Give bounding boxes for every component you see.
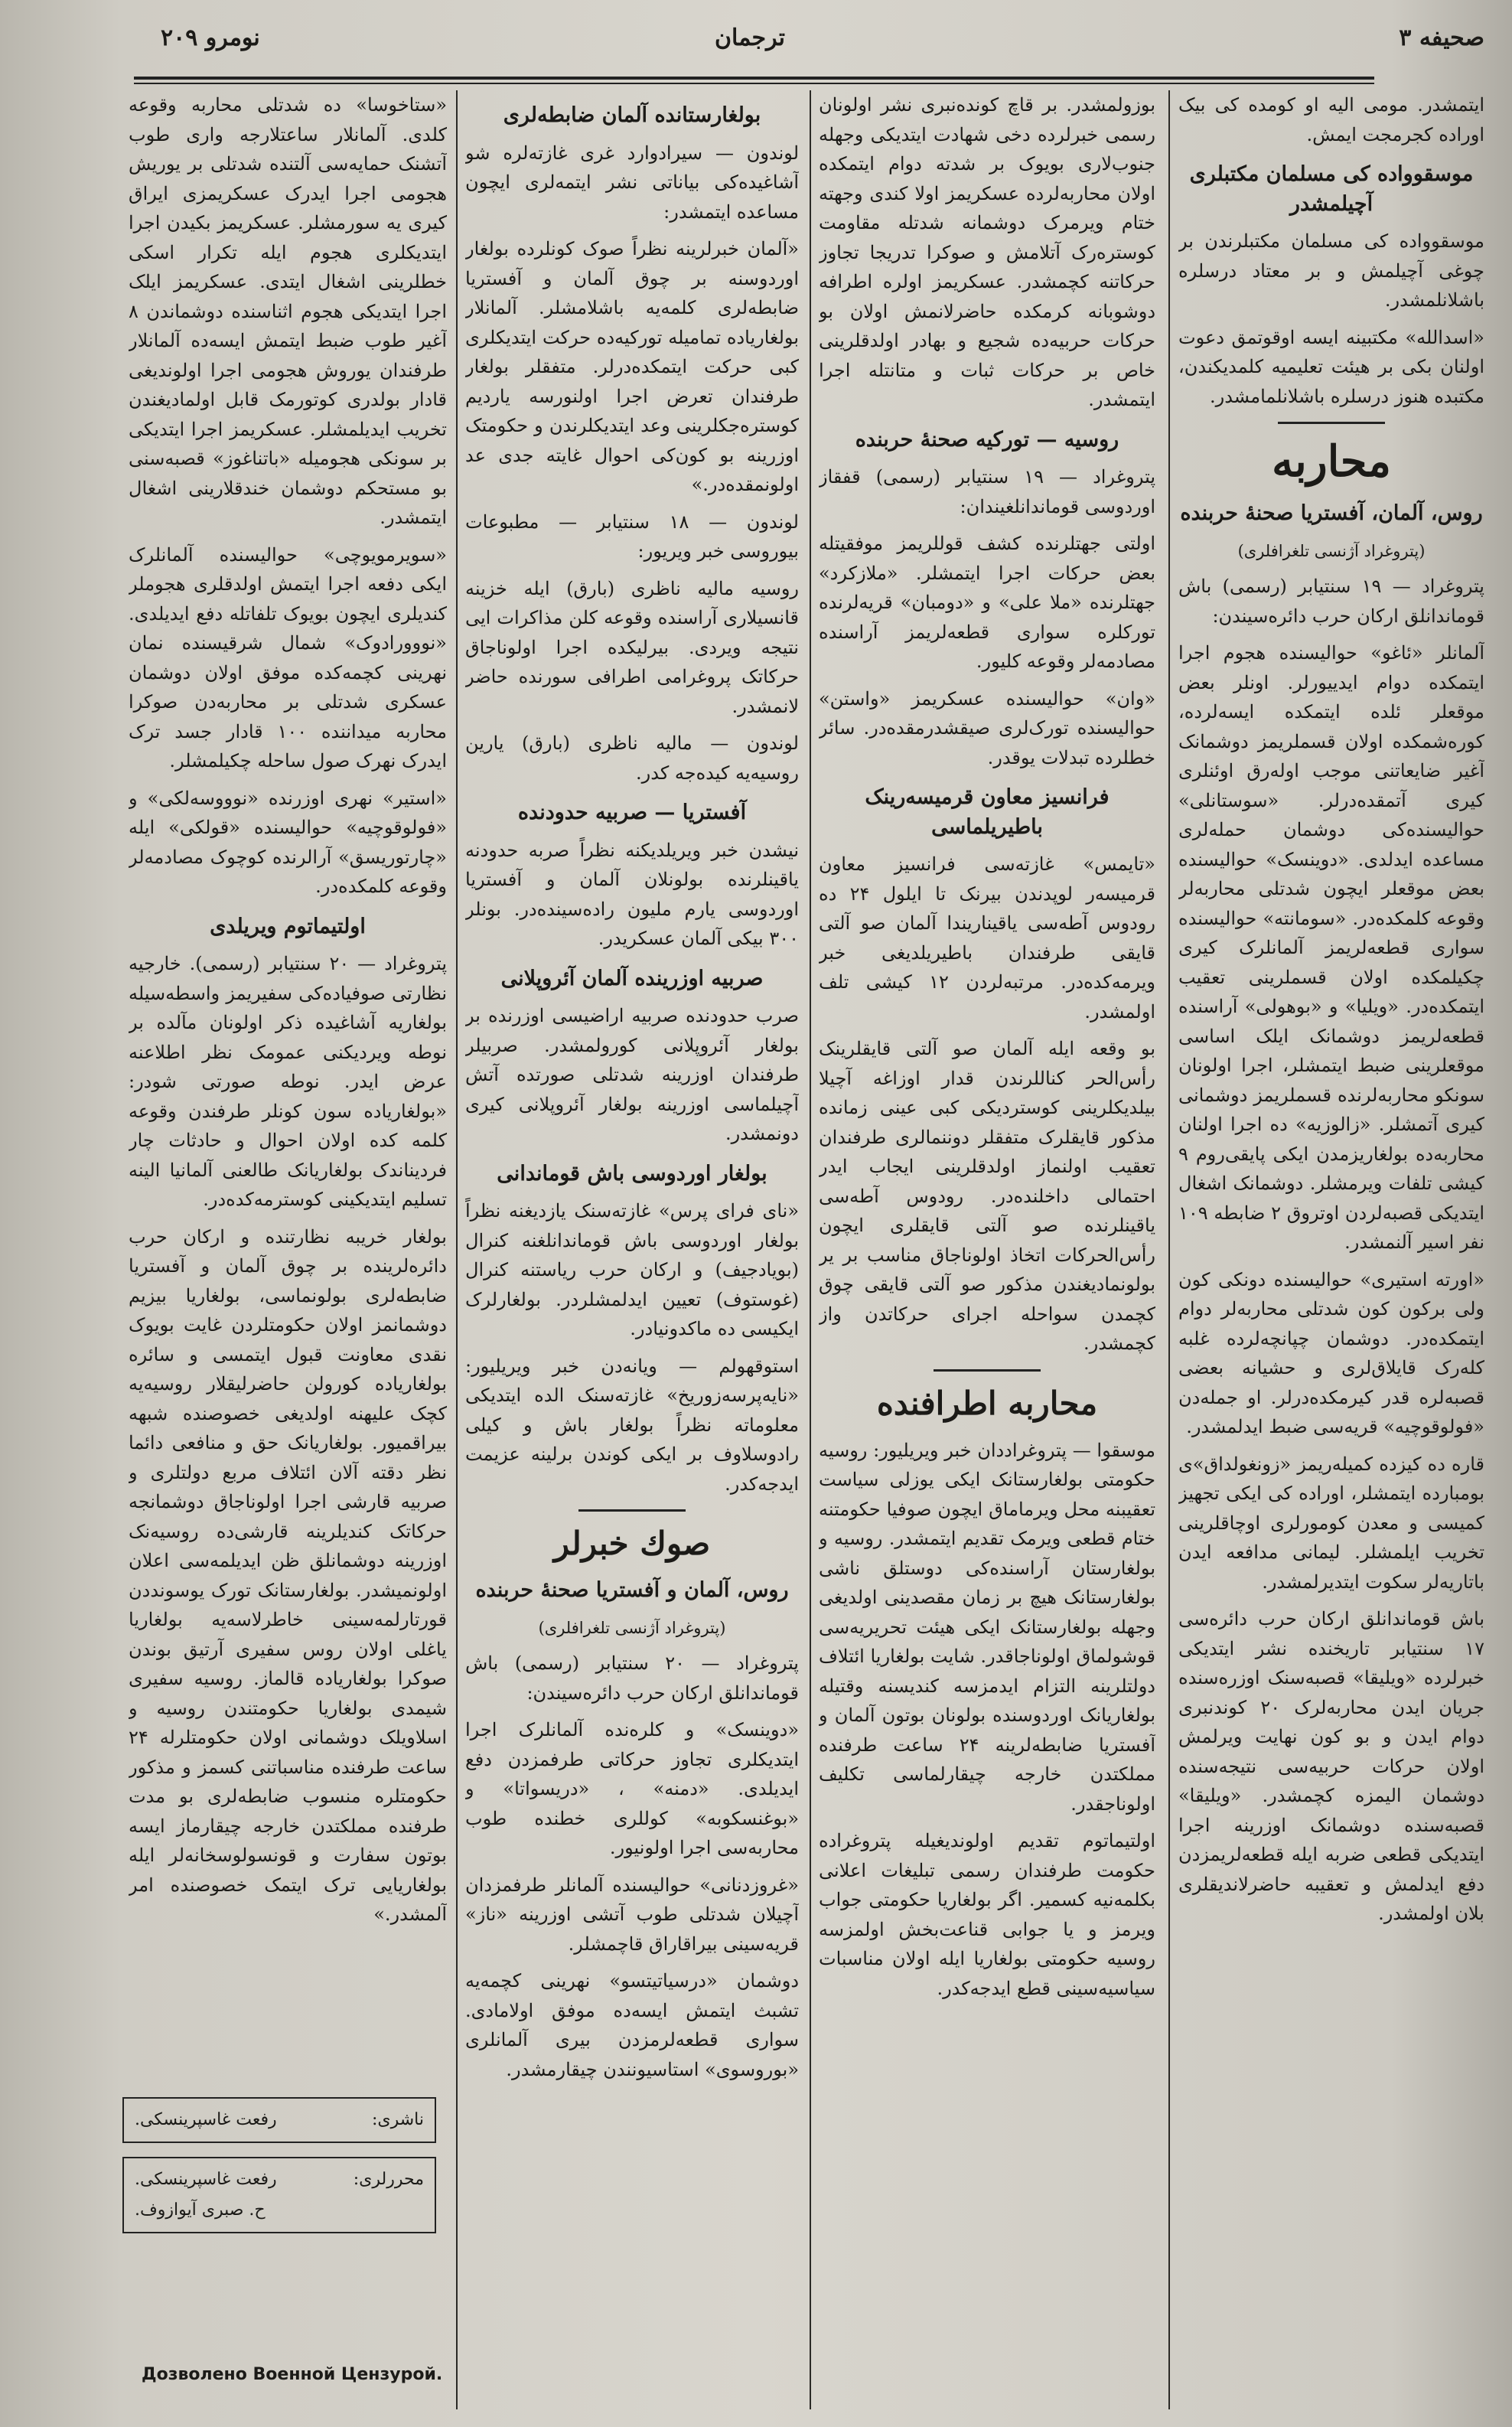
paragraph: «اورته استیری» حوالیسنده دونکی کون ولی برکون کون شدتلی محاربه‌لر دوام ایتمکده‌در. دوشمان چپانچه‌لرده غلبه کله‌رک قایلاق‌لری و حشیانه بعضی قصبه‌لره قدر کیرمکده‌درلر. او جمله‌دن «فولوقوچیه» قریه‌سی ضبط ایدلمشدر.	[1178, 1268, 1484, 1437]
column-3	[465, 90, 799, 2402]
paragraph: روسیه مالیه ناظری (بارق) ایله خزینه قانسیلاری آراسنده وقوعه کلن مذاکرات ایی نتیجه ویردی. بیرلیکده اجرا اولوناجاق حرکاتک پروغرامی اطرافی سورنده حاضر لانمشدر.	[465, 577, 799, 717]
paragraph: «دوینسک» و کلره‌نده آلمانلرک اجرا ایتدیکلری تجاوز حرکاتی طرفمزدن دفع ایدیلدی. «دمنه» ، «دریسواتا» و «بوغنسکوبه» کوللری خطنده طوب محاربه‌سی اجرا اولونیور.	[465, 1719, 799, 1858]
paragraph: پتروغراد — ۱۹ سنتیابر (رسمی) قفقاز اوردوسی قوماندانلغیندان:	[819, 466, 1155, 517]
paragraph: «استیر» نهری اوزرنده «نوووسه‌لکی» و «فولوقوچیه» حوالیسنده «قولکی» ایله «چارتوریسق» آرالرنده کوچوک مصادمه‌لر وقوعه کلمکده‌در.	[129, 787, 447, 897]
section-heading: اولتیماتوم ویریلدی	[210, 914, 366, 938]
editor-name: ح. صبری آیوازوف.	[135, 2200, 266, 2220]
paragraph: صرب حدودنده صربیه اراضیسی اوزرنده بر بولغار آئروپلانی کورولمشدر. صربیلر طرفندان اوزرینه شدتلی صورتده آتش آچیلماسی اوزرینه بولغار آئروپلانی کیری دونمشدر.	[465, 1005, 799, 1144]
paragraph: آلمانلر «ئاغو» حوالیسنده هجوم اجرا ایتمکده دوام ایدییورلر. اونلر بعض موقعلر ئلده ایتمکده ایسه‌لرده، کوره‌شمکده اولان قسملریمز دوشمانک آغیر ضایعاتنی موجب اوله‌رق اوئنلری کیری آتمقده‌درلر. «سوستانلی» حوالیسنده‌کی دوشمان حمله‌لری مساعده ایدلدی. «دوینسک» حوالیسنده بعض موقعلر ایچون شدتلی محاربه‌لر وقوعه کلمکده‌در. «سومانته» حوالیسنده سواری قطعه‌لریمز آلمانلرک کیری چکیلمکده اولان قسملرینی تعقیب ایتمکده‌در. «ویلیا» و «بوهولی» آراسنده قطعه‌لریمز دوشمانک ایلک اساسی موقعلرینی ضبط ایتمشلر، اجرا اولونان سونکو محاربه‌لرنده قسملریمز دوشمانی کیری آتمشلر. «زالوزیه» ده اجرا اولنان محاربه‌ده بولغاریزمدن ایکی پایقی‌روم ۹ کیشی تلفات ویرمشلر. دوشمانک اشغال ایتدیکی قصبه‌لر‌دن اوتروق ۲ ضابطه ۱۰۹ نفر اسیر آلنمشدر.	[1178, 642, 1484, 1253]
censor-note: Дозволено Военной Цензурой.	[142, 2365, 443, 2384]
publisher-label: ناشری:	[371, 2110, 424, 2129]
paragraph: بوزولمشدر. بر قاچ کونده‌نبری نشر اولونان رسمی خبرلرده دخی شهادت ایتدیکی وجهله جنوب‌لاری بویوک بر شدته دوام ایتمکده اولان محاربه‌لرده عسکریمز اولا کندی وجهته ختام ویرمرک دوشمانه شدتله مقاومت کوستره‌رک آتلامش و صوکرا تدریجا تجاوز حرکاتنه کچمشدر. عسکریمز اولره اطرافه دوشوبانه کرمکده حاضرلانمش اولان بو حرکات حربیه‌ده شجیع و بهادر اولدقلرینی خاص بر حرکات ثبات و متانتله اجرا ایتمشدر.	[819, 94, 1155, 410]
paragraph: بو وقعه ایله آلمان صو آلتی قایقلرینک رأس‌الحر کناللرندن قدار اوزاغه آچیلا بیلدیکلرینی کوستردیکی کبی عینی زمانده مذکور قایقلرک متفقلر دوننمالری طرفندان تعقیب اولنماز اولدقلرینی ایجاب ایدر احتمالی داخلنده‌در. رودوس آطه‌سی یاقینلرنده صو آلتی قایقلری ایچون رأس‌الحرکات اتخاذ اولوناجاق مناسب بر یر بولونمادیغندن مذکور صو آلتی قایقی چوق کچمدن سواحله اجرای حرکاتدن واز کچمشدر.	[819, 1038, 1155, 1354]
paragraph: «غروزدنانی» حوالیسنده آلمانلر طرفمزدان آچیلان شدتلی طوب آتشی اوزرینه «ناز» قریه‌سینی بیراقاراق قاچمشلر.	[465, 1874, 799, 1955]
paragraph: بولغار خریبه نظارتنده و ارکان حرب دائره‌لرینده بر چوق آلمان و آفستریا ضابطه‌لری بولونماسی، بولغاریا بیزیم دوشمانمز اولان حکومتلردن غایت بویوک نقدی معاونت قبول ایتمسی و سائره بولغاریاده کورولن حاضرلیقلار روسیه‌یه کچک علیهنه اولدیغی خصوصنده شبهه بیراقمیور. بولغاریانک حق و منافعی دائما نظر دقته آلان ائتلاف مربع دولتلری و صربیه قارشی اجرا اولوناجاق دوشمانجه حرکاتک کندیلرینه قارشی‌ده روسیه‌نک اوزرینه دوشمانلق ظن ایدیلمه‌سی اعلان اولونمیشدر. بولغارستانک تورک یوسونددن قورتارلمه‌سینی خاطرلاسه‌یه بولغاریا یاغلی اولان روس سفیری آرتیق بوندن صوکرا بولغاریاده قالماز. روسیه سفیری شیمدی بولغاریا حکومتندن روسیه و اسلاویلک دوشمانی اولان حکومتلرله ۲۴ ساعت طرفنده مناسباتنی کسمز و مذکور حکومتلره منسوب ضابطه‌لری بو مدت طرفنده مملکتدن خارجه چیقارماز ایسه بوتون سفارت و قونسولوسخانه‌لر ایله بولغاریایی ترک ایتمک خصوصنده امر آلمشدر.»	[129, 1225, 447, 1925]
paragraph: اولتیماتوم تقدیم اولوندیغیله پتروغراده حکومت طرفندان رسمی تبلیغات اعلانی بکلمه‌نیه کسمیر. اگر بولغاریا حکومتی جواب ویرمز و یا جوابی قناعت‌بخش اولمزسه روسیه حکومتی بولغاریا ایله اولان مناسبات سیاسیه‌سینی قطع ایدجه‌کدر.	[819, 1830, 1155, 1999]
divider	[578, 1509, 686, 1512]
section-heading: بولغار اوردوسی باش قوماندانی	[497, 1161, 767, 1186]
section-title: صوك خبرلر	[553, 1525, 711, 1562]
column-4	[129, 90, 447, 2080]
paragraph: «آلمان خبرلرینه نظراً صوک کونلرده بولغار اوردوسنه بر چوق آلمان و آفستریا ضابطه‌لری کلمه‌یه باشلامشلر. آلمانلار بولغاریاده تمامیله تورکیه‌ده حرکت ایتدیکلری کبی حرکت ایتمکده‌درلر. متفقلر بولغار طرفندان تعرض اجرا اولنورسه یاردیم کوستره‌جکلرینی وعد ایتدیکلرندن و حکومتک اوزرینه بو کون‌کی احوال غایته جدی عد اولونمقده‌در.»	[465, 238, 799, 495]
paragraph: ایتمشدر. مومی الیه او کومده کی بیک اوراده کجرمجت ایمش.	[1178, 94, 1484, 145]
section-heading: روس، آلمان و آفستریا صحنهٔ حربنده	[475, 1578, 789, 1602]
paragraph: باش قوماندانلق ارکان حرب دائره‌سی ۱۷ سنتیابر تاریخنده نشر ایتدیکی خبرلرده «ویلیقا» قصبه‌سنک اوزره‌سنده جریان ایدن محاربه‌لرک ۲۰ کوندنبری دوام ایدن و بو کون نهایت ویرلمش اولان حرکات حربیه‌سی نتیجه‌سنده دوشمان الیمزه کچمشدر. «ویلیقا» قصبه‌سنده دوشمانک اوزرینه اجرا ایتدیکی قطعی ضربه ایله قطعه‌لریمزدن دفع ایدلمش و تعقیبه حاضرلاندیقلری بلان اولمشدر.	[1178, 1608, 1484, 1924]
issue-number: نومرو ۲۰۹	[161, 24, 260, 51]
page-number: صحیفه ۳	[1399, 24, 1484, 51]
paragraph: نیشدن خبر ویریلدیکنه نظراً صربه حدودنه یاقینلرنده بولونلان آلمان و آفستریا اوردوسی یارم ملیون راده‌سینده‌در. بونلر ۳۰۰ بیکی آلمان عسکریدر.	[465, 839, 799, 949]
paragraph: لوندون — مالیه ناظری (بارق) یارین روسیه‌یه کیده‌جه کدر.	[465, 732, 799, 784]
column-1	[1178, 90, 1484, 2402]
section-heading: بولغارستانده آلمان ضابطه‌لری	[503, 103, 761, 127]
paragraph: استوقهولم — ویانه‌دن خبر ویریلیور: «نایه‌پرسه‌زوریخ» غازته‌سنک الده ایتدیکی معلوماته نظراً بولغار باش و کیلی رادوسلاوف بر ایکی کوندن برلینه عزیمت ایدجه‌کدر.	[465, 1355, 799, 1495]
page-header	[15, 15, 1492, 77]
paragraph: «اسدالله» مکتبینه ایسه اوقوتمق دعوت اولنان بکی بر هیئت تعلیمیه کلمدیکندن، مکتبده هنوز درسلره باشلانلمامشدر.	[1178, 326, 1484, 407]
paragraph: قاره ده کیزده کمیله‌ریمز «زونغولداق»ی بومبارده ایتمشلر، اوراده کی ایکی تجهیز کمیسی و معدن کومورلری اوچاقلرینی تخریب ایلمشلر. لیمانی مدافعه ایدن باتاریه‌لر سکوت ایتدیرلمشدر.	[1178, 1453, 1484, 1593]
paragraph: پتروغراد — ۱۹ سنتیابر (رسمی) باش قوماندانلق ارکان حرب دائره‌سیندن:	[1178, 576, 1484, 627]
section-subheading: (پتروغراد آژنسی تلغرافلری)	[538, 1618, 726, 1637]
editor-name: رفعت غاسپرینسکی.	[135, 2170, 277, 2189]
paragraph: موسقوواده کی مسلمان مکتبلرندن بر چوغی آچیلمش و بر معتاد درسلره باشلانلمشدر.	[1178, 230, 1484, 311]
paragraph: دوشمان «درسیاتیتسو» نهرینی کچمه‌یه تشبث ایتمش ایسه‌ده موفق اولامادی. سواری قطعه‌لرمزدن بیری آلمانلری «بوروسوی» استاسیونندن چیقارمشدر.	[465, 1970, 799, 2080]
section-heading: موسقوواده کی مسلمان مکتبلری آچیلمشدر	[1189, 162, 1474, 216]
section-heading: روس، آلمان، آفستریا صحنهٔ حربنده	[1180, 501, 1483, 525]
paragraph: لوندون — سیرادوارد غری غازته‌لره شو آشاغیده‌کی بیاناتی نشر ایتمه‌لری ایچون مساعده ایتمشدر:	[465, 142, 799, 223]
paragraph: پتروغراد — ۲۰ سنتیابر (رسمی). خارجیه نظارتی صوفیاده‌کی سفیریمز واسطه‌سیله بولغاریه آشاغیده ذکر اولونان مآلده بر نوطه ویردیکنی عمومک نظر اطلاعنه عرض ایدر. نوطه صورتی شودر: «بولغاریاده سون کونلر طرفندن وقوعه کلمه کده اولان احوال و حادثات چار فردیناندک بولغاریانک طالعنی آلمانیا الینه تسلیم ایتدیکینی کوسترمه‌کده‌در.	[129, 953, 447, 1210]
divider	[934, 1369, 1041, 1372]
paragraph: پتروغراد — ۲۰ سنتیابر (رسمی) باش قوماندانلق ارکان حرب دائره‌سیندن:	[465, 1652, 799, 1704]
column-divider	[456, 90, 458, 2409]
section-heading: روسیه — تورکیه صحنهٔ حربنده	[855, 427, 1119, 452]
section-subheading: (پتروغراد آژنسی تلغرافلری)	[1237, 541, 1426, 560]
column-2	[819, 90, 1155, 2402]
paragraph: «تایمس» غازته‌سی فرانسیز معاون قرمیسه‌ر لوپدندن بیرنک تا ایلول ۲۴ ده رودوس آطه‌سی یاقیناریندا آلمان صو آلتی قایقی طرفندان باطیریلدیغی خبر ویرمه‌کده‌در. مرتبه‌لردن ۱۲ کیشی تلف اولمشدر.	[819, 853, 1155, 1023]
imprint	[122, 2097, 436, 2388]
paragraph: اولتی جهتلرنده کشف قوللریمز موفقیتله بعض حرکات اجرا ایتمشلر. «ملازکرد» جهتلرنده «ملا علی» و «دومبان» قریه‌لرنده تورکلره سواری قطعه‌لریمز آراسنده مصادمه‌لر وقوعه کلیور.	[819, 533, 1155, 672]
section-title: محاربه	[1272, 436, 1391, 487]
section-title: محاربه اطرافنده	[876, 1384, 1098, 1422]
paragraph: موسقوا — پتروغراددان خبر ویریلیور: روسیه حکومتی بولغارستانک ایکی یوزلی سیاست تعقیبنه محل ویرماماق ایچون صوفیا حکومتنه ختام قطعی ویرمک تقدیم ایتمشدر. روسیه و بولغارستان آراسنده‌کی دوستلق ناشی بولغارستانک هیچ بر زمان مقصدینی اولدیغی وجهله بولغارستانک ایکی هیئت تحریریه‌سی قوشولماق اولوناجاقدر. شایت بولغاریا ائتلاف دولتلرینه التزام ایدمزسه کندیسنه وقتیله بولغاریانک اوردوسنده بولونان بوتون آلمان و آفستریا ضابطه‌لرینه ۲۴ ساعت طرفنده مملکتدن خارجه چیقارلماسی تکلیف اولوناجقدر.	[819, 1439, 1155, 1815]
publisher-name: رفعت غاسپرینسکی.	[135, 2110, 277, 2129]
paragraph: لوندون — ۱۸ سنتیابر — مطبوعات بیوروسی خبر ویریور:	[465, 511, 799, 562]
section-heading: صربیه اوزرینده آلمان آئروپلانی	[500, 966, 764, 990]
paragraph: «وان» حوالیسنده عسکریمز «واستن» حوالیسنده تورک‌لری صیقشدرمقده‌در. سائر خطلرده تبدلات یوقدر.	[819, 687, 1155, 768]
paragraph: «نای فرای پرس» غازته‌سنک یازدیغنه نظراً بولغار اوردوسی باش قوماندانلغنه کنرال (بویادجیف) و ارکان حرب ریاستنه کنرال (غوستوف) تعیین ایدلمشلردر. بولغارلرک ایکیسی ده ماکدونیادر.	[465, 1200, 799, 1339]
header-rule	[134, 77, 1374, 80]
column-divider	[810, 90, 811, 2409]
divider	[1278, 422, 1385, 424]
editors-label: محررلری:	[353, 2170, 424, 2189]
section-heading: فرانسیز معاون قرمیسه‌رینک باطیریلماسی	[865, 785, 1110, 839]
editors-box	[122, 2157, 436, 2233]
section-heading: آفستریا — صربیه حدودنده	[517, 801, 747, 824]
paragraph: «سویرمویوچی» حوالیسنده آلمانلرک ایکی دفعه اجرا ایتمش اولدقلری هجوملر کندیلری ایچون بویوک تلفاتله دفع ایدیلدی. «نووورادوک» شمال شرقیسنده نمان نهرینی کچمه‌کده موفق اولان دوشمان عسکری شدتلی بر محاربه‌دن صوکرا محاربه میداننده ۱۰۰ قادار جسد ترک ایدرک نهرک صول ساحله چکیلمشلر.	[129, 543, 447, 771]
paper-title: ترجمان	[715, 24, 785, 51]
column-divider	[1168, 90, 1170, 2409]
header-rule-thin	[134, 83, 1374, 84]
publisher-box	[122, 2097, 436, 2143]
paragraph: «ستاخوسا» ده شدتلی محاربه وقوعه کلدی. آلمانلار ساعتلارجه واری طوب آتشنک حمایه‌سی آلتنده شدتلی بر یوریش هجومی اجرا ایدرک عسکریمزی ایراق کیری یه سورمشلر. عسکریمز بکیدن اجرا ایتدیکلری هجوم ایله تکرار اسکی خطلرینی اشغال ایتدی. عسکریمز ایلک اجرا ایتدیکی هجوم اثناسنده دوشماندن ۸ آغیر طوب ضبط ایتمش ایسه‌ده آلمانلار طرفندان یوروش هجومی اجرا اولوندیغی قادار بولدری کوتورمک قابل اولمادیغندن تخریب ایدیلمشلر. عسکریمز اجرا ایتدیکی بر سونکی هجومیله «باتناغوز» قصبه‌سنی بو مستحکم دوشمان خندقلارینی اشغال ایتمشدر.	[129, 94, 447, 528]
